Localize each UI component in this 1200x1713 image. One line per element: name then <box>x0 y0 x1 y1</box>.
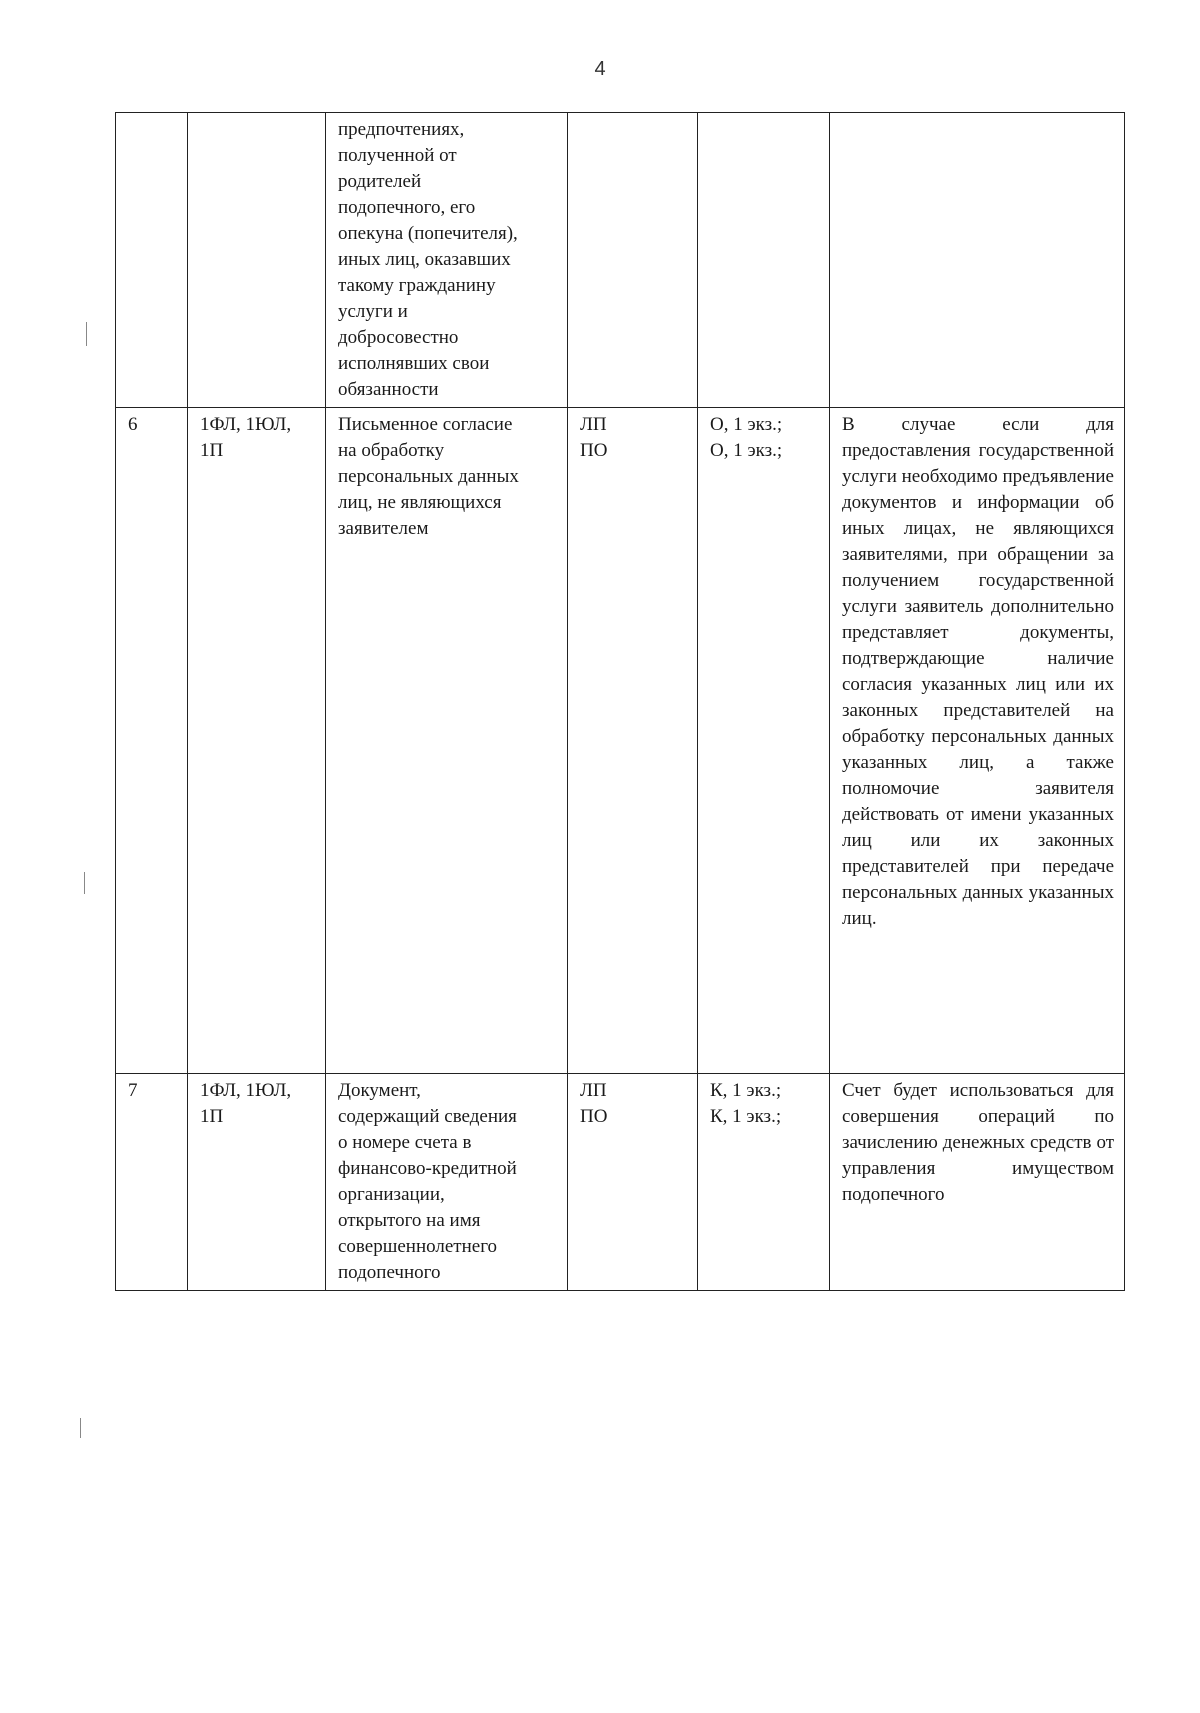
row-number: 6 <box>128 414 138 435</box>
copies-cell <box>698 1074 830 1291</box>
copies: О, 1 экз.; О, 1 экз.; <box>710 414 783 461</box>
applicant-category-cell <box>188 1074 326 1291</box>
row-number-cell <box>116 113 188 408</box>
applicant-category-cell <box>188 408 326 1074</box>
submission-form-cell <box>568 113 698 408</box>
document-name-cell <box>326 113 568 408</box>
document-name: Документ, содержащий сведения о номере счета в финансово-кредитной организации, открытого на имя совершеннолетнего подопечного <box>338 1080 517 1283</box>
applicant-category: 1ФЛ, 1ЮЛ, 1П <box>200 1080 292 1127</box>
note-cell <box>830 1074 1125 1291</box>
table-row <box>116 1074 1125 1291</box>
applicant-category-cell <box>188 113 326 408</box>
table-row <box>116 408 1125 1074</box>
documents-table <box>115 112 1125 1291</box>
submission-form: ЛП ПО <box>580 1080 608 1127</box>
submission-form-cell <box>568 408 698 1074</box>
note: В случае если для предоставления государственной услуги необходимо предъявление документов и информации об иных лицах, не являющихся заявителями, при обращении за получением государственной услуги заявитель дополнительно представляет документы, подтверждающие наличие согласия указанных лиц или их законных представителей на обработку персональных данных указанных лиц, а также полномочие заявителя действовать от имени указанных лиц или их законных представителей при передаче персональных данных указанных лиц. <box>842 414 1114 929</box>
table-row <box>116 113 1125 408</box>
document-name-cell <box>326 1074 568 1291</box>
margin-mark <box>86 322 87 346</box>
note: Счет будет использоваться для совершения операций по зачислению денежных средств от управления имуществом подопечного <box>842 1080 1114 1205</box>
submission-form: ЛП ПО <box>580 414 608 461</box>
row-number: 7 <box>128 1080 138 1101</box>
note-cell <box>830 113 1125 408</box>
copies-cell <box>698 408 830 1074</box>
note-cell <box>830 408 1125 1074</box>
row-number-cell <box>116 408 188 1074</box>
page-number: 4 <box>594 58 606 80</box>
margin-mark <box>80 1418 81 1438</box>
row-number-cell <box>116 1074 188 1291</box>
document-name-cell <box>326 408 568 1074</box>
document-name: Письменное согласие на обработку персональных данных лиц, не являющихся заявителем <box>338 414 519 539</box>
copies: К, 1 экз.; К, 1 экз.; <box>710 1080 782 1127</box>
copies-cell <box>698 113 830 408</box>
document-name: предпочтениях, полученной от родителей подопечного, его опекуна (попечителя), иных лиц, оказавших такому гражданину услуги и добросовестно исполнявших свои обязанности <box>338 119 518 400</box>
submission-form-cell <box>568 1074 698 1291</box>
applicant-category: 1ФЛ, 1ЮЛ, 1П <box>200 414 292 461</box>
margin-mark <box>84 872 85 894</box>
